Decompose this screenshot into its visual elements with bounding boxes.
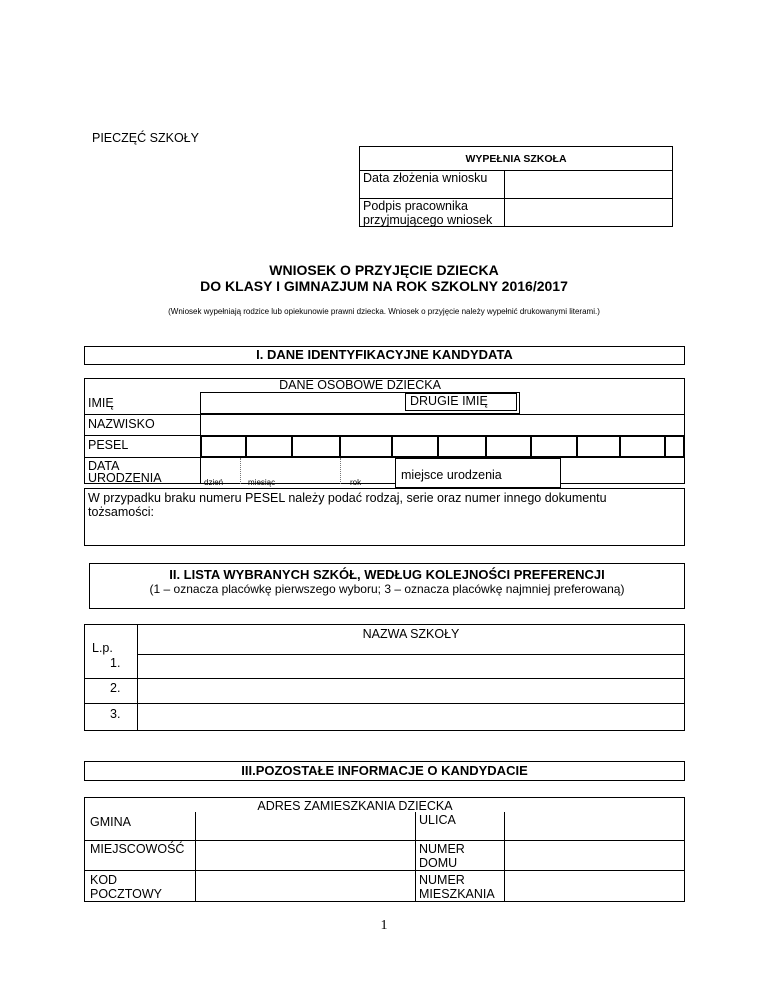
pesel-digit-6[interactable] (438, 436, 486, 457)
postal-code-label-line-2: POCZTOWY (90, 887, 162, 901)
miejscowosc-field[interactable] (196, 841, 414, 869)
birth-date-label-line-1: DATA (88, 459, 120, 473)
section-1-heading: I. DANE IDENTYFIKACYJNE KANDYDATA (256, 347, 513, 362)
pesel-digit-7[interactable] (486, 436, 531, 457)
ulica-label: ULICA (419, 813, 456, 827)
house-number-field[interactable] (505, 841, 684, 869)
surname-field[interactable] (201, 415, 684, 435)
surname-label: NAZWISKO (88, 417, 155, 431)
pesel-digit-2[interactable] (246, 436, 292, 457)
school-use-header (359, 146, 673, 171)
section-2-heading: II. LISTA WYBRANYCH SZKÓŁ, WEDŁUG KOLEJNOŚCI PREFERENCJI (169, 567, 605, 582)
section-2-subheading: (1 – oznacza placówkę pierwszego wyboru; 3 – oznacza placówkę najmniej preferowaną) (149, 582, 625, 596)
school-stamp-label: PIECZĘĆ SZKOŁY (92, 131, 199, 145)
school-use-title: WYPEŁNIA SZKOŁA (465, 153, 567, 165)
gmina-label: GMINA (90, 815, 131, 829)
birthplace-label: miejsce urodzenia (401, 468, 502, 482)
section-3-heading: III.POZOSTAŁE INFORMACJE O KANDYDACIE (241, 763, 528, 778)
form-instructions-note: (Wniosek wypełniają rodzice lub opiekunowie prawni dziecka. Wniosek o przyjęcie należy wypełnić drukowanymi literami.) (168, 307, 600, 316)
submission-date-field[interactable] (505, 171, 671, 198)
pesel-digit-3[interactable] (292, 436, 340, 457)
school-row-1-number: 1. (110, 656, 121, 670)
birthplace-label-cell (395, 458, 561, 488)
ulica-field[interactable] (505, 812, 684, 840)
apartment-number-field[interactable] (505, 871, 684, 901)
house-number-label-line-2: DOMU (419, 856, 458, 870)
page-number: 1 (380, 918, 388, 933)
personal-data-subheading: DANE OSOBOWE DZIECKA (279, 378, 441, 392)
submission-date-label: Data złożenia wniosku (363, 171, 488, 185)
pesel-digit-9[interactable] (577, 436, 620, 457)
address-subheading: ADRES ZAMIESZKANIA DZIECKA (257, 799, 453, 813)
pesel-digit-8[interactable] (531, 436, 577, 457)
pesel-label: PESEL (88, 438, 129, 452)
form-title-line-1: WNIOSEK O PRZYJĘCIE DZIECKA (269, 262, 499, 278)
postal-code-field[interactable] (196, 871, 414, 901)
no-pesel-note-line-1: W przypadku braku numeru PESEL należy podać rodzaj, serie oraz numer innego dokumentu (88, 491, 607, 505)
gmina-field[interactable] (196, 812, 414, 840)
first-name-label: IMIĘ (88, 396, 114, 410)
no-pesel-note-line-2: tożsamości: (88, 505, 154, 519)
miejscowosc-label: MIEJSCOWOŚĆ (90, 842, 185, 856)
section-2-header (89, 563, 685, 609)
apartment-number-label-line-1: NUMER (419, 873, 465, 887)
form-title-line-2: DO KLASY I GIMNAZJUM NA ROK SZKOLNY 2016/2017 (200, 278, 568, 294)
apartment-number-label-line-2: MIESZKANIA (419, 887, 495, 901)
birth-month-label: miesiąc (248, 478, 276, 487)
birth-year-label: rok (350, 478, 362, 487)
house-number-label-line-1: NUMER (419, 842, 465, 856)
school-name-column-header: NAZWA SZKOŁY (362, 627, 460, 641)
section-3-header (84, 761, 685, 781)
school-row-3-number: 3. (110, 707, 121, 721)
pesel-digit-11[interactable] (665, 436, 684, 457)
school-row-2-field[interactable] (138, 679, 684, 703)
second-name-field[interactable] (520, 392, 684, 414)
second-name-label: DRUGIE IMIĘ (405, 393, 517, 411)
postal-code-label-line-1: KOD (90, 873, 118, 887)
pesel-digit-1[interactable] (201, 436, 246, 457)
school-row-3-field[interactable] (138, 704, 684, 730)
birthplace-field[interactable] (561, 458, 684, 484)
school-row-1-field[interactable] (138, 655, 684, 678)
pesel-digit-5[interactable] (392, 436, 438, 457)
pesel-digit-4[interactable] (340, 436, 392, 457)
lp-column-header: L.p. (92, 641, 113, 655)
birth-day-label: dzień (204, 478, 224, 487)
birth-date-label-line-2: URODZENIA (88, 471, 162, 485)
employee-signature-label: Podpis pracownika przyjmującego wniosek (363, 199, 493, 227)
school-row-2-number: 2. (110, 681, 121, 695)
section-1-header (84, 346, 685, 365)
birth-year-field[interactable] (340, 458, 395, 484)
pesel-digit-10[interactable] (620, 436, 665, 457)
employee-signature-field[interactable] (505, 199, 671, 226)
